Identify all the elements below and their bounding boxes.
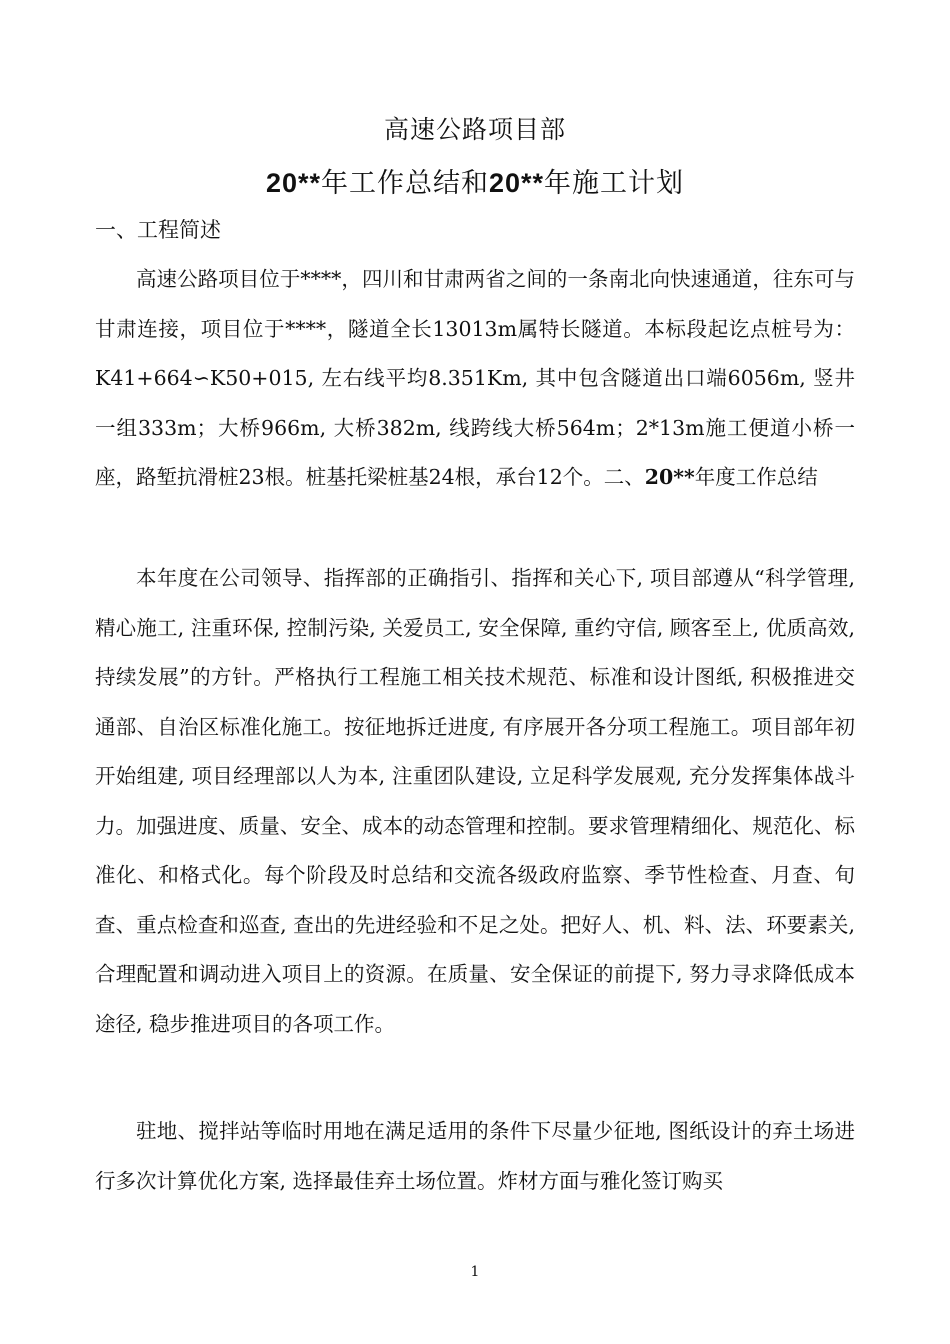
paragraph-temporary-land: 驻地、搅拌站等临时用地在满足适用的条件下尽量少征地, 图纸设计的弃土场进行多次计算优化方案, 选择最佳弃土场位置。炸材方面与雅化签订购买 [95, 1119, 855, 1193]
subtitle-year-1: 20** [265, 168, 321, 198]
subtitle-text-2: 年施工计划 [544, 168, 685, 199]
document-subtitle [0, 163, 950, 204]
paragraph-annual-summary: 本年度在公司领导、指挥部的正确指引、指挥和关心下, 项目部遵从“科学管理, 精心施工, 注重环保, 控制污染, 关爱员工, 安全保障, 重约守信, 顾客至上, 优质高效, 持续发展”的方针。严格执行工程施工相关技术规范、标准和设计图纸, 积极推进交通部、自治区标准化施工。按征地拆迁进度, 有序展开各分项工程施工。项目部年初开始组建, 项目经理部以人为本, 注重团队建设, 立足科学发展观, 充分发挥集体战斗力。加强进度、质量、安全、成本的动态管理和控制。要求管理精细化、规范化、标准化、和格式化。每个阶段及时总结和交流各级政府监察、季节性检查、月查、旬查、重点检查和巡查, 查出的先进经验和不足之处。把好人、机、料、法、环要素关, 合理配置和调动进入项目上的资源。在质量、安全保证的前提下, 努力寻求降低成本途径, 稳步推进项目的各项工作。 [95, 566, 855, 1036]
paragraph-overview [95, 255, 855, 503]
page-number: 1 [470, 1264, 480, 1280]
section-heading-overview: 一、工程简述 [95, 218, 221, 242]
section-heading-summary-prefix: 二、 [603, 465, 645, 489]
subtitle-year-2: 20** [489, 168, 545, 198]
section-heading-summary-year: 20** [644, 465, 695, 489]
subtitle-text-1: 年工作总结和 [321, 168, 489, 199]
document-title: 高速公路项目部 [383, 115, 566, 144]
paragraph-overview-text: 高速公路项目位于****，四川和甘肃两省之间的一条南北向快速通道，往东可与甘肃连接，项目位于****，隧道全长13013m属特长隧道。本标段起讫点桩号为：K41+664∽K50+015, 左右线平均8.351Km, 其中包含隧道出口端6056m, 竖井一组333m；大桥966m, 大桥382m, 线跨线大桥564m；2*13m施工便道小桥一座，路堑抗滑桩23根。桩基托梁桩基24根，承台12个。 [95, 267, 855, 489]
section-heading-summary-text: 年度工作总结 [694, 465, 818, 489]
